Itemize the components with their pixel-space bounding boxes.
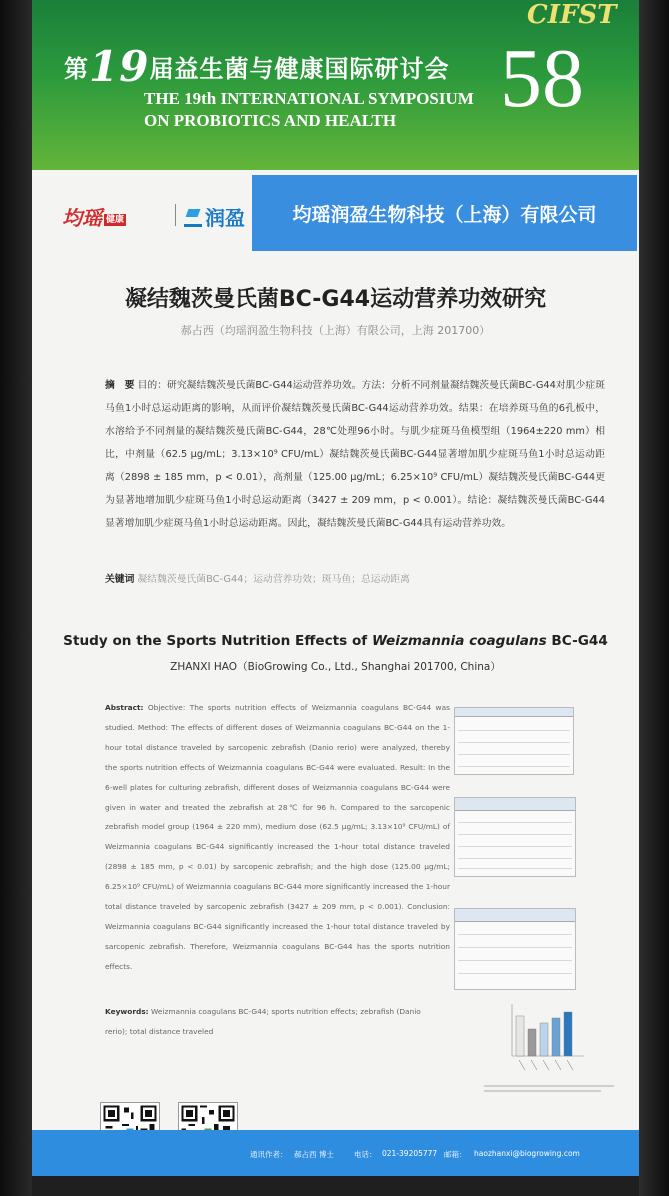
brand-logo-junyao: 均瑶 健康 [62, 206, 125, 230]
author-affiliation-en: ZHANXI HAO（BioGrowing Co., Ltd., Shanghai 201700, China） [170, 661, 501, 673]
contact-name: 郝占西 博士 [294, 1150, 334, 1159]
logo-divider [175, 204, 176, 226]
symposium-title-cn [64, 42, 449, 91]
edition-number: 19 [89, 42, 150, 91]
poster-bottom-edge [32, 1176, 639, 1196]
bar-3 [540, 1023, 548, 1056]
email-address[interactable]: haozhanxi@biogrowing.com [474, 1149, 580, 1158]
symposium-title-en-line1: THE 19th INTERNATIONAL SYMPOSIUM [144, 89, 474, 108]
abstract-en-label: Abstract: [105, 703, 144, 712]
keywords-en [105, 1002, 435, 1042]
keywords-en-text: Weizmannia coagulans BC-G44; sports nutrition effects; zebrafish (Danio rerio); total distance traveled [105, 1007, 421, 1036]
chart-caption [484, 1082, 614, 1095]
abstract-cn [105, 374, 605, 535]
brand-logo-runying: 润盈 [184, 202, 245, 231]
company-logos [62, 200, 252, 230]
contact-label: 通讯作者： [250, 1150, 288, 1159]
symposium-title-en-line2: ON PROBIOTICS AND HEALTH [144, 111, 397, 130]
author-affiliation-cn: 郝占西（均瑶润盈生物科技（上海）有限公司，上海 201700） [180, 324, 491, 337]
bar-4 [552, 1018, 560, 1056]
company-name-bar: 均瑶润盈生物科技（上海）有限公司 [252, 175, 637, 251]
symposium-banner [32, 0, 639, 170]
bar-2 [528, 1029, 536, 1056]
keywords-cn [105, 571, 605, 585]
results-table-1 [454, 707, 574, 775]
poster-number: 58 [500, 32, 584, 125]
contact-footer [32, 1130, 639, 1176]
results-table-3 [454, 908, 576, 990]
keywords-en-label: Keywords: [105, 1007, 149, 1016]
paper-title-cn: 凝结魏茨曼氏菌BC-G44运动营养功效研究 [124, 287, 547, 312]
symposium-name-cn: 届益生菌与健康国际研讨会 [149, 55, 450, 83]
abstract-cn-text: 目的：研究凝结魏茨曼氏菌BC-G44运动营养功效。方法：分析不同剂量凝结魏茨曼氏菌BC-G44对肌少症斑马鱼1小时总运动距离的影响，从而评价凝结魏茨曼氏菌BC-G44运动营养功效。结果：在培养斑马鱼的6孔板中，水溶给予不同剂量的凝结魏茨曼氏菌BC-G44，28℃处理96小时。与肌少症斑马鱼模型组（1964±220 mm）相比，中剂量（62.5 μg/mL；3.13×10⁹ CFU/mL）凝结魏茨曼氏菌BC-G44显著增加肌少症斑马鱼1小时总运动距离（2898 ± 185 mm，p < 0.01），高剂量（125.00 μg/mL；6.25×10⁹ CFU/mL）凝结魏茨曼氏菌BC-G44更为显著地增加肌少症斑马鱼1小时总运动距离（3427 ± 209 mm，p < 0.001）。结论：凝结魏茨曼氏菌BC-G44显著增加肌少症斑马鱼1小时总运动距离。因此，凝结魏茨曼氏菌BC-G44具有运动营养功效。 [105, 380, 605, 529]
keywords-cn-label: 关键词 [105, 574, 135, 585]
symposium-title-en [144, 88, 474, 132]
organizer-logo: CIFST [527, 0, 617, 30]
distance-bar-chart [506, 1002, 586, 1072]
results-table-2 [454, 797, 576, 877]
abstract-en [105, 698, 450, 977]
title-prefix: 第 [64, 55, 89, 83]
phone-label: 电话： [354, 1150, 377, 1159]
paper-title-en: Study on the Sports Nutrition Effects of Weizmannia coagulans BC-G44 [63, 633, 608, 649]
abstract-cn-label: 摘 要 [105, 380, 135, 391]
bar-5 [564, 1012, 572, 1056]
email-label: 邮箱： [444, 1150, 467, 1159]
abstract-en-text: Objective: The sports nutrition effects of Weizmannia coagulans BC-G44 was studied. Method: The effects of different doses of Weizmannia coagulans BC-G44 on the 1-hour total distance traveled by sarcopenic zebrafish (Danio rerio) were analyzed, thereby the sports nutrition effects of Weizmannia coagulans BC-G44 were evaluated. Result: In the 6-well plates for culturing zebrafish, different doses of Weizmannia coagulans BC-G44 were given in water and treated the zebrafish at 28℃ for 96 h. Compared to the sarcopenic zebrafish model group (1964 ± 220 mm), medium dose (62.5 μg/mL; 3.13×10⁹ CFU/mL) of Weizmannia coagulans BC-G44 significantly increased the 1-hour total distance traveled (2898 ± 185 mm, p < 0.01) by sarcopenic zebrafish; and the high dose (125.00 μg/mL; 6.25×10⁹ CFU/mL) of Weizmannia coagulans BC-G44 more significantly increased the 1-hour total distance traveled by sarcopenic zebrafish (3427 ± 209 mm, p < 0.001). Conclusion: Weizmannia coagulans BC-G44 significantly increased the 1-hour total distance traveled by sarcopenic zebrafish. Therefore, Weizmannia coagulans BC-G44 has the sports nutrition effects. [105, 703, 450, 971]
keywords-cn-text: 凝结魏茨曼氏菌BC-G44；运动营养功效；斑马鱼；总运动距离 [137, 574, 410, 585]
phone-number[interactable]: 021-39205777 [382, 1149, 438, 1158]
poster [32, 0, 639, 1196]
bar-1 [516, 1016, 524, 1056]
exhibit-frame-left [0, 0, 32, 1196]
runying-mark-icon [184, 208, 202, 227]
exhibit-frame-right [639, 0, 669, 1196]
